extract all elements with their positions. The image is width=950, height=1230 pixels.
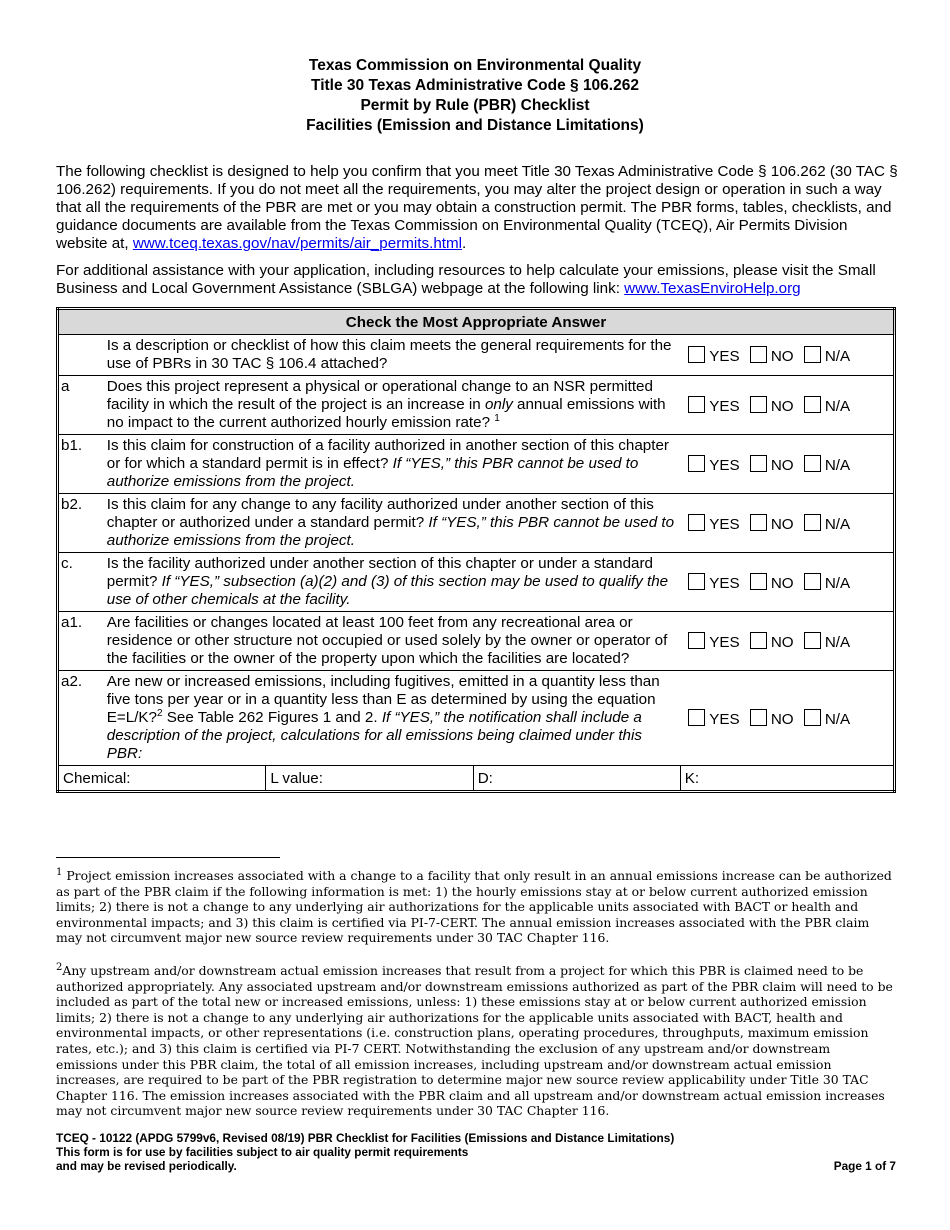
na-checkbox[interactable] xyxy=(804,632,821,649)
chemical-field[interactable]: Chemical: xyxy=(58,766,266,792)
na-label: N/A xyxy=(824,710,851,728)
row-label: a2. xyxy=(58,671,105,766)
footnote-2 xyxy=(56,963,894,1119)
yes-label: YES xyxy=(709,710,740,728)
yes-label: YES xyxy=(709,397,740,415)
yes-checkbox[interactable] xyxy=(688,396,705,413)
no-checkbox[interactable] xyxy=(750,455,767,472)
table-row xyxy=(58,376,895,435)
question-emphasis: If “YES,” subsection (a)(2) and (3) of this section may be used to qualify the use of other chemicals at the facility. xyxy=(106,573,669,608)
question-text: See Table 262 Figures 1 and 2. xyxy=(162,709,382,726)
question-text: annual emissions with no impact to the current authorized hourly emission rate? xyxy=(106,396,666,431)
row-question xyxy=(105,612,680,671)
na-label: N/A xyxy=(824,397,851,415)
no-label: NO xyxy=(770,397,794,415)
yes-label: YES xyxy=(709,347,740,365)
na-checkbox[interactable] xyxy=(804,396,821,413)
yes-checkbox[interactable] xyxy=(688,632,705,649)
question-text: Does this project represent a physical or operational change to an NSR permitted facility in which the result of the project is an increase in xyxy=(106,378,653,413)
form-id: TCEQ - 10122 (APDG 5799v6, Revised 08/19) PBR Checklist for Facilities (Emissions and Distance Limitations) xyxy=(56,1131,675,1145)
no-label: NO xyxy=(770,347,794,365)
intro-paragraph-2 xyxy=(56,262,898,298)
page-number: Page 1 of 7 xyxy=(833,1159,896,1173)
na-label: N/A xyxy=(824,515,851,533)
yes-checkbox[interactable] xyxy=(688,346,705,363)
no-label: NO xyxy=(770,574,794,592)
code-title: Title 30 Texas Administrative Code § 106.262 xyxy=(311,77,639,94)
checklist-title: Permit by Rule (PBR) Checklist xyxy=(360,97,590,114)
no-label: NO xyxy=(770,456,794,474)
row-question xyxy=(105,376,680,435)
footnote-1-text: Project emission increases associated with a change to a facility that only result in an annual emissions increase can be authorized as part of the PBR claim if the following information is met: 1) the hourly emissions stay at or below current authorized emission limits; 2) there is not a change to any underlying air authorizations for the applicable units associated with BACT or health and environmental impacts; and 3) this claim is certified via PI-7-CERT. The annual emission increases associated with the PBR claim may not circumvent major new source review requirements under 30 TAC Chapter 116. xyxy=(56,868,892,946)
yes-checkbox[interactable] xyxy=(688,709,705,726)
na-checkbox[interactable] xyxy=(804,573,821,590)
table-row xyxy=(58,435,895,494)
yes-checkbox[interactable] xyxy=(688,514,705,531)
form-revision-note: and may be revised periodically. xyxy=(56,1159,237,1173)
question-emphasis: If “YES,” this PBR cannot be used to authorize emissions from the project. xyxy=(106,514,675,549)
chemical-fields-row xyxy=(58,766,895,792)
na-label: N/A xyxy=(824,633,851,651)
yes-label: YES xyxy=(709,515,740,533)
form-usage-note: This form is for use by facilities subject to air quality permit requirements xyxy=(56,1145,469,1159)
footnote-ref: 2 xyxy=(157,707,163,719)
question-emphasis: If “YES,” the notification shall include a description of the project, calculations for all emissions being claimed under this PBR: xyxy=(106,709,642,762)
table-row xyxy=(58,671,895,766)
agency-title: Texas Commission on Environmental Quality xyxy=(308,57,642,74)
intro-text-1-end: . xyxy=(462,235,467,252)
yes-checkbox[interactable] xyxy=(688,455,705,472)
no-checkbox[interactable] xyxy=(750,573,767,590)
footnote-2-text: Any upstream and/or downstream actual emission increases that result from a project for which this PBR is claimed need to be authorized appropriately. Any associated upstream and/or downstream emissions authorized as part of the PBR claim will need to be included as part of the total new or increased emissions, unless: 1) these emissions stay at or below current authorized emission limits; 2) there is not a change to any underlying air authorizations for the applicable units associated with BACT, health and environmental impacts, or other representations (i.e. construction plans, operating procedures, throughputs, maximum emission rates, etc.); and 3) this claim is certified via PI-7 CERT. Notwithstanding the exclusion of any upstream and/or downstream emissions under this PBR claim, the total of all emission increases, including upstream and/or downstream actual emission increases, are required to be part of the PBR registration to determine major new source review applicability under Title 30 TAC Chapter 116. The emission increases associated with the PBR claim and all upstream and/or downstream actual emission increases may not circumvent major new source review requirements under 30 TAC Chapter 116. xyxy=(56,963,893,1119)
question-emphasis: only xyxy=(484,396,513,413)
na-label: N/A xyxy=(824,347,851,365)
yes-label: YES xyxy=(709,456,740,474)
intro-paragraph-1 xyxy=(56,163,898,253)
no-checkbox[interactable] xyxy=(750,346,767,363)
row-label: c. xyxy=(58,553,105,612)
k-field[interactable]: K: xyxy=(680,766,894,792)
row-question xyxy=(105,494,680,553)
row-label: b1. xyxy=(58,435,105,494)
facilities-title: Facilities (Emission and Distance Limitations) xyxy=(306,117,644,134)
question-text: Is this claim for any change to any facility authorized under another section of this chapter or authorized under a standard permit? xyxy=(106,496,654,531)
footnote-ref: 1 xyxy=(494,412,500,424)
answer-group xyxy=(680,553,894,612)
answer-group xyxy=(680,494,894,553)
answer-group xyxy=(680,335,894,376)
enviro-help-link[interactable]: www.TexasEnviroHelp.org xyxy=(624,280,801,297)
intro-text-1: The following checklist is designed to help you confirm that you meet Title 30 Texas Administrative Code § 106.262 (30 TAC § 106.262) requirements. If you do not meet all the requirements, you may alter the project design or operation in such a way that all the requirements of the PBR are met or you may obtain a construction permit. The PBR forms, tables, checklists, and guidance documents are available from the Texas Commission on Environmental Quality (TCEQ), Air Permits Division website at, xyxy=(56,163,898,252)
question-emphasis: If “YES,” this PBR cannot be used to authorize emissions from the project. xyxy=(106,455,639,490)
table-row xyxy=(58,494,895,553)
question-text: Is the facility authorized under another section of this chapter or under a standard permit? xyxy=(106,555,653,590)
footnote-2-number: 2 xyxy=(56,961,63,973)
answer-group xyxy=(680,612,894,671)
na-checkbox[interactable] xyxy=(804,346,821,363)
na-label: N/A xyxy=(824,456,851,474)
row-label: a1. xyxy=(58,612,105,671)
document-header xyxy=(0,56,950,136)
answer-group xyxy=(680,376,894,435)
question-text: Are new or increased emissions, including fugitives, emitted in a quantity less than five tons per year or in a quantity less than E as determined by using the equation E=L/K? xyxy=(106,673,660,726)
page-footer xyxy=(56,1131,896,1173)
no-checkbox[interactable] xyxy=(750,396,767,413)
no-checkbox[interactable] xyxy=(750,514,767,531)
checklist-header: Check the Most Appropriate Answer xyxy=(58,309,895,335)
na-label: N/A xyxy=(824,574,851,592)
na-checkbox[interactable] xyxy=(804,514,821,531)
row-label: a xyxy=(58,376,105,435)
footnote-divider xyxy=(56,857,280,858)
footnote-1-number: 1 xyxy=(56,866,63,878)
row-question xyxy=(105,671,680,766)
intro-text-2: For additional assistance with your application, including resources to help calculate your emissions, please visit the Small Business and Local Government Assistance (SBLGA) webpage at the following link: xyxy=(56,262,876,297)
row-label xyxy=(58,335,105,376)
table-row xyxy=(58,612,895,671)
d-field[interactable]: D: xyxy=(473,766,680,792)
question-text: Is this claim for construction of a facility authorized in another section of this chapter or for which a standard permit is in effect? xyxy=(106,437,669,472)
no-label: NO xyxy=(770,710,794,728)
yes-label: YES xyxy=(709,633,740,651)
yes-label: YES xyxy=(709,574,740,592)
question-text: Are facilities or changes located at least 100 feet from any recreational area or residence or other structure not occupied or used solely by the owner or operator of the facilities or the owner of the property upon which the facilities are located? xyxy=(106,614,668,667)
checklist-table xyxy=(56,307,896,793)
answer-group xyxy=(680,435,894,494)
no-checkbox[interactable] xyxy=(750,632,767,649)
row-question xyxy=(105,553,680,612)
table-row xyxy=(58,335,895,376)
l-value-field[interactable]: L value: xyxy=(266,766,473,792)
na-checkbox[interactable] xyxy=(804,709,821,726)
row-label: b2. xyxy=(58,494,105,553)
no-label: NO xyxy=(770,515,794,533)
no-checkbox[interactable] xyxy=(750,709,767,726)
yes-checkbox[interactable] xyxy=(688,573,705,590)
row-question xyxy=(105,435,680,494)
answer-group xyxy=(680,671,894,766)
no-label: NO xyxy=(770,633,794,651)
footnote-1 xyxy=(56,868,894,946)
row-question xyxy=(105,335,680,376)
question-text: Is a description or checklist of how this claim meets the general requirements for the use of PBRs in 30 TAC § 106.4 attached? xyxy=(106,337,672,372)
na-checkbox[interactable] xyxy=(804,455,821,472)
table-row xyxy=(58,553,895,612)
air-permits-link[interactable]: www.tceq.texas.gov/nav/permits/air_permits.html xyxy=(132,235,463,252)
